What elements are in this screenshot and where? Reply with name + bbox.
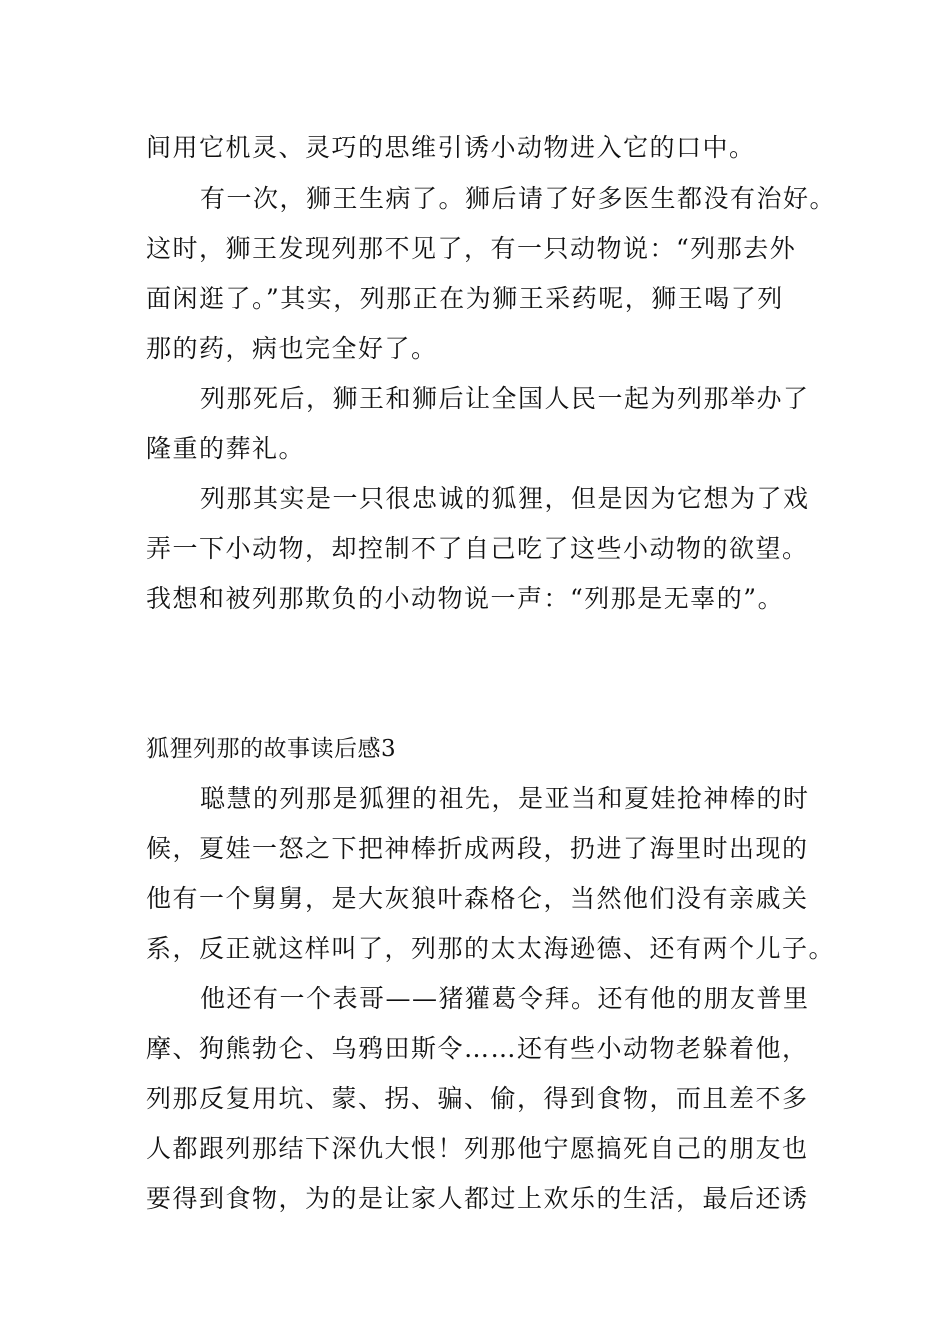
text-line: 弄一下小动物，却控制不了自己吃了这些小动物的欲望。: [146, 534, 809, 563]
text-line: 面闲逛了。”其实，列那正在为狮王采药呢，狮王喝了列: [146, 284, 784, 313]
section-heading: 狐狸列那的故事读后感3: [146, 736, 397, 762]
text-line: 隆重的葬礼。: [146, 434, 306, 463]
text-line: 我想和被列那欺负的小动物说一声：“列那是无辜的”。: [146, 584, 785, 613]
text-line: 要得到食物，为的是让家人都过上欢乐的生活，最后还诱: [146, 1184, 809, 1213]
text-line: 候，夏娃一怒之下把神棒折成两段，扔进了海里时出现的: [146, 834, 809, 863]
paragraph-start: 他还有一个表哥——猪獾葛令拜。还有他的朋友普里: [200, 984, 810, 1013]
text-line: 列那反复用坑、蒙、拐、骗、偷，得到食物，而且差不多: [146, 1084, 809, 1113]
text-line: 这时，狮王发现列那不见了，有一只动物说：“列那去外: [146, 234, 797, 263]
text-line: 人都跟列那结下深仇大恨！列那他宁愿搞死自己的朋友也: [146, 1134, 809, 1163]
text-line: 摩、狗熊勃仑、乌鸦田斯令……还有些小动物老躲着他，: [146, 1034, 809, 1063]
text-line: 那的药，病也完全好了。: [146, 334, 438, 363]
paragraph-start: 聪慧的列那是狐狸的祖先，是亚当和夏娃抢神棒的时: [200, 784, 810, 813]
text-line: 他有一个舅舅，是大灰狼叶森格仑，当然他们没有亲戚关: [146, 884, 809, 913]
paragraph-start: 列那其实是一只很忠诚的狐狸，但是因为它想为了戏: [200, 484, 810, 513]
paragraph-start: 有一次，狮王生病了。狮后请了好多医生都没有治好。: [200, 184, 837, 213]
text-line: 间用它机灵、灵巧的思维引诱小动物进入它的口中。: [146, 133, 756, 162]
text-line: 系，反正就这样叫了，列那的太太海逊德、还有两个儿子。: [146, 934, 836, 963]
paragraph-start: 列那死后，狮王和狮后让全国人民一起为列那举办了: [200, 384, 810, 413]
